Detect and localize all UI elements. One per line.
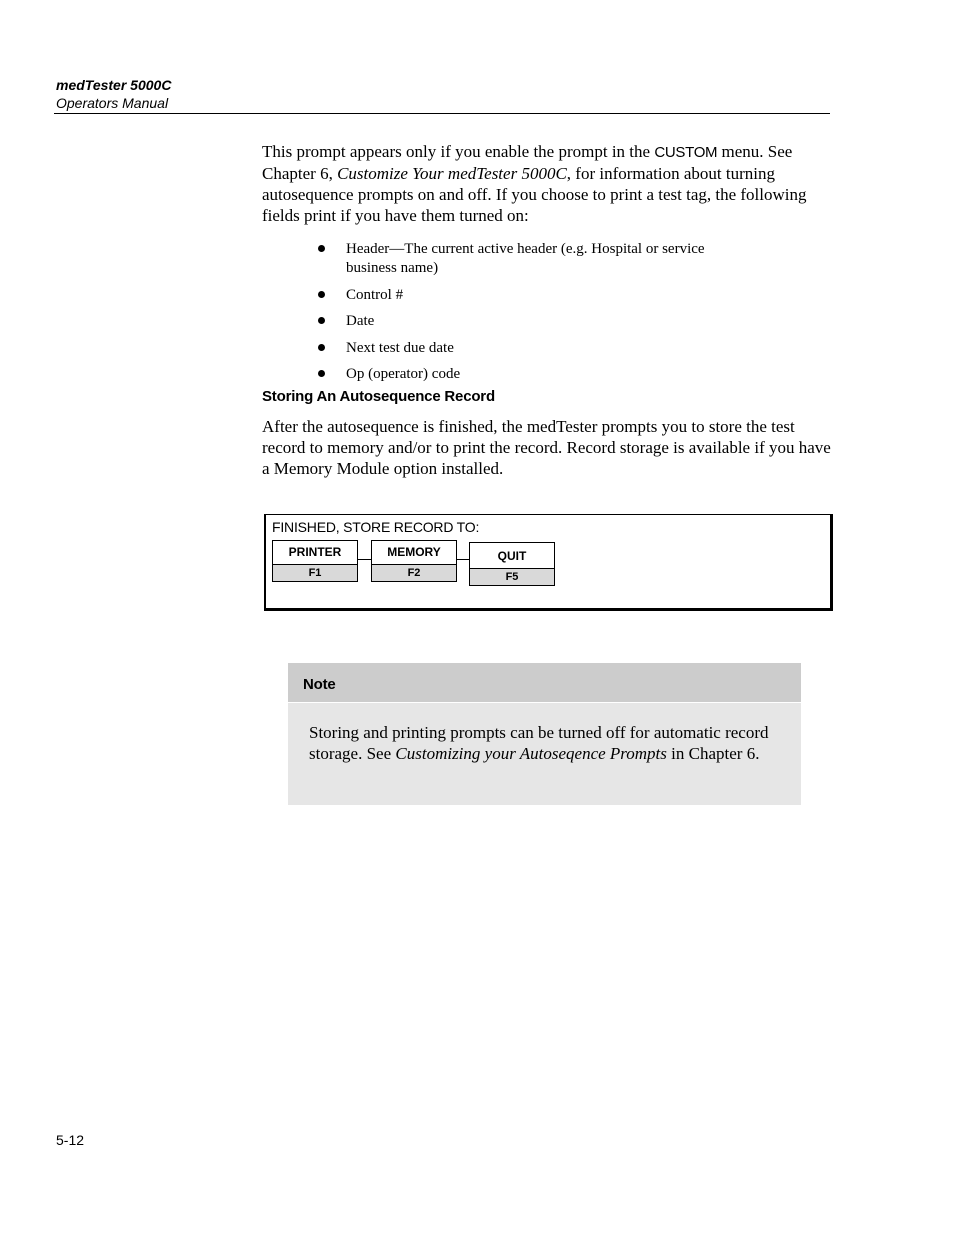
screen-prompt-label: FINISHED, STORE RECORD TO:	[272, 519, 480, 535]
header-rule	[54, 113, 830, 114]
list-item: Next test due date	[318, 339, 758, 358]
list-item: Header—The current active header (e.g. Hospital or service business name)	[318, 240, 758, 278]
softkey-label: MEMORY	[387, 545, 441, 559]
softkey-code: F2	[372, 564, 456, 581]
running-header-title: medTester 5000C	[56, 77, 172, 93]
softkey-connector	[457, 559, 469, 560]
list-item: Op (operator) code	[318, 365, 758, 384]
list-item: Control #	[318, 286, 758, 305]
bullet-icon	[318, 291, 325, 298]
printer-softkey	[272, 540, 358, 582]
list-item: Date	[318, 312, 758, 331]
running-header-subtitle: Operators Manual	[56, 95, 169, 111]
chapter-reference: Customize Your medTester 5000C	[337, 164, 567, 183]
storage-paragraph: After the autosequence is finished, the medTester prompts you to store the test record to memory and/or to print the record. Record storage is available if you have a Memory Module option installed.	[262, 417, 831, 478]
bullet-icon	[318, 317, 325, 324]
custom-menu-keyword: CUSTOM	[654, 144, 718, 161]
bullet-icon	[318, 370, 325, 377]
tag-fields-list	[318, 240, 758, 392]
page-number: 5-12	[56, 1132, 85, 1148]
softkey-label: QUIT	[497, 549, 527, 563]
lcd-screen-illustration	[264, 514, 833, 611]
softkey-connector	[358, 559, 371, 560]
softkey-code: F1	[273, 564, 357, 581]
intro-text-3: , for information about turning autosequence prompts on and off. If you choose to print a test tag, the following fields print if you have them turned on:	[262, 164, 807, 225]
intro-text-1: This prompt appears only if you enable the prompt in the	[262, 142, 655, 161]
intro-text-2: menu. See Chapter 6,	[262, 142, 793, 183]
quit-softkey	[469, 542, 555, 586]
note-reference: Customizing your Autoseqence Prompts	[395, 744, 667, 763]
memory-softkey	[371, 540, 457, 582]
section-heading: Storing An Autosequence Record	[262, 388, 495, 405]
note-heading: Note	[288, 663, 801, 703]
softkey-code: F5	[470, 568, 554, 585]
note-box	[288, 663, 801, 805]
bullet-icon	[318, 344, 325, 351]
bullet-icon	[318, 245, 325, 252]
note-text: Storing and printing prompts can be turned off for automatic record storage. See Customizing your Autoseqence Prompts in Chapter 6.	[309, 723, 769, 763]
intro-paragraph	[262, 141, 832, 226]
softkey-label: PRINTER	[288, 545, 342, 559]
